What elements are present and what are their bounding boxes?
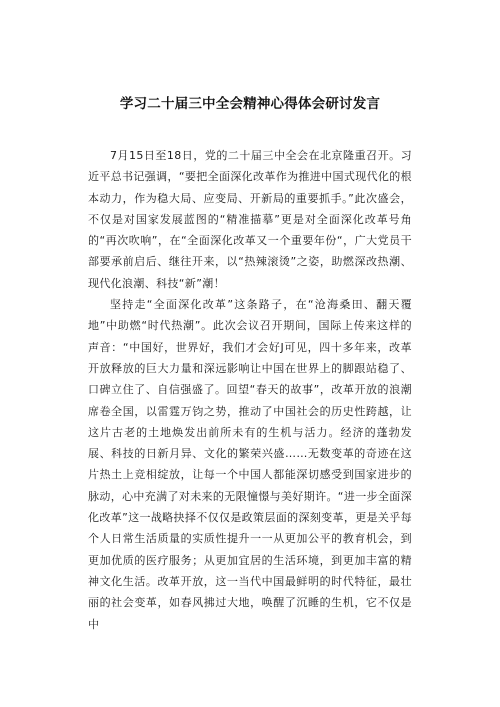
document-body bbox=[88, 145, 412, 635]
document-title: 学习二十届三中全会精神心得体会研讨发言 bbox=[119, 96, 381, 112]
paragraph-1: 7月15日至18日，党的二十届三中全会在北京隆重召开。习近平总书记强调，“要把全面深化改革作为推进中国式现代化的根本动力，作为稳大局、应变局、开新局的重要抓手。”此次盛会，不仅是对国家发展蓝图的“精准描摹”更是对全面深化改革号角的“再次吹响”，在“全面深化改革又一个重要年份“，广大党员干部要承前启后、继往开来，以“热辣滚烫”之姿，助燃深改热潮、现代化浪潮、科技“新”潮！ bbox=[88, 149, 412, 290]
paragraph-2: 坚持走“全面深化改革”这条路子，在“沧海桑田、翻天覆地”中助燃“时代热潮”。此次会议召开期间，国际上传来这样的声音：“中国好，世界好，我们才会好J可见，四十多年来，改革开放释放的巨大力量和深远影响让中国在世界上的脚跟站稳了、口碑立住了、自信强盛了。回望“春天的故事”，改革开放的浪潮席卷全国，以雷霆万钧之势，推动了中国社会的历史性跨越，让这片古老的土地焕发出前所未有的生机与活力。经济的蓬勃发展、科技的日新月异、文化的繁荣兴盛……无数变革的奇迹在这片热土上竞相绽放，让每一个中国人都能深切感受到国家进步的脉动，心中充满了对未来的无限憧憬与美好期许。“进一步全面深化改革”这一战略抉择不仅仅是政策层面的深刻变革，更是关乎每个人日常生活质量的实质性提升一一从更加公平的教育机会，到更加优质的医疗服务；从更加宜居的生活环境，到更加丰富的精神文化生活。改革开放，这一当代中国最鲜明的时代特征，最壮丽的社会变革，如春风拂过大地，唤醒了沉睡的生机，它不仅是中 bbox=[88, 298, 412, 631]
